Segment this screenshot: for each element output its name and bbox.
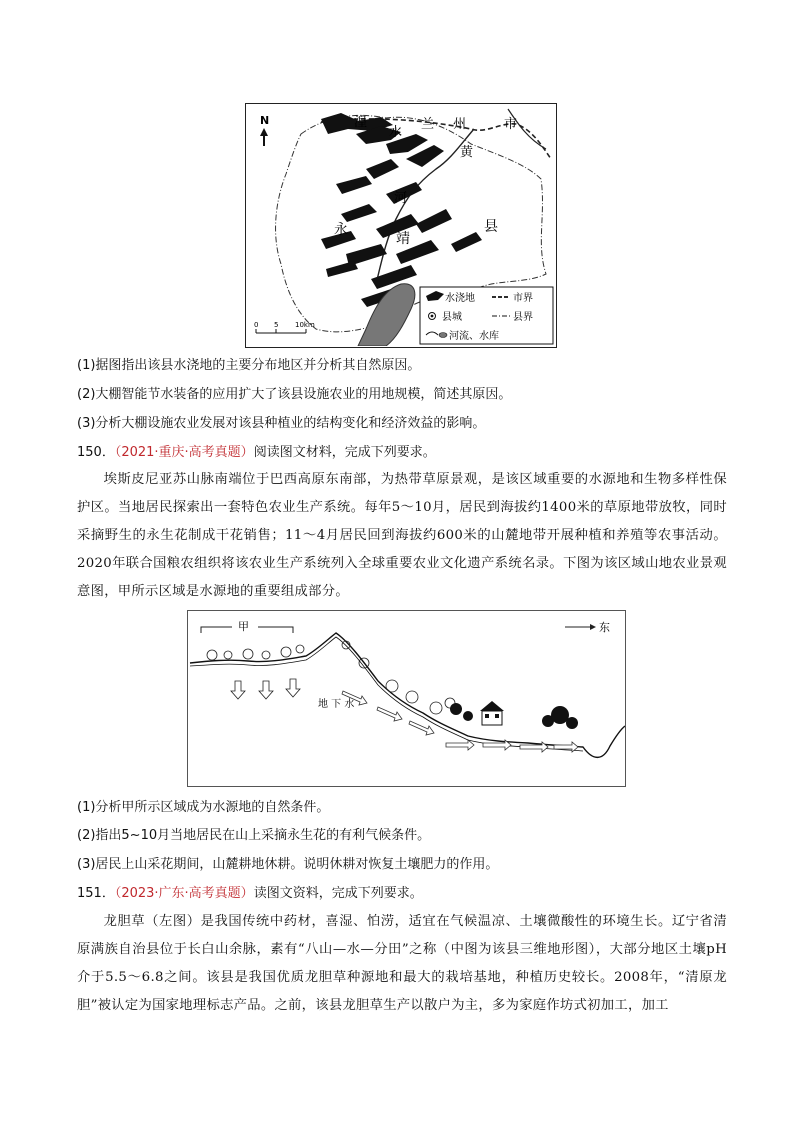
north-label: N	[260, 114, 270, 127]
question-intro: 阅读图文材料，完成下列要求。	[253, 445, 436, 460]
question-intro: 读图文资料，完成下列要求。	[253, 886, 423, 901]
east-label: 东	[599, 621, 610, 634]
svg-text:10km: 10km	[295, 321, 315, 329]
map-label-jing: 靖	[396, 231, 410, 247]
terrain-profile-line	[190, 633, 625, 757]
q150-item-2: (2)指出5~10月当地居民在山上采摘永生花的有利气候条件。	[77, 828, 431, 843]
county-map-figure	[245, 103, 557, 348]
map-label-shui: 水	[389, 125, 403, 140]
forest-trees	[450, 703, 578, 729]
map-label-yellow: 黄	[460, 145, 474, 160]
map-label-lan: 兰	[421, 117, 435, 132]
farmhouse-icon	[480, 701, 504, 725]
q150-material-paragraph: 埃斯皮尼亚苏山脉南端位于巴西高原东南部，为热带草原景观，是该区域重要的水源地和生物多样性保护区。当地居民探索出一套特色农业生产系统。每年5～10月，居民到海拔约1400米的草原地带放牧，同时采摘野生的永生花制成干花销售；11～4月居民回到海拔约600米的山麓地带开展种植和养殖等农事活动。2020年联合国粮农组织将该农业生产系统列入全球重要农业文化遗产系统名录。下图为该区域山地农业景观意图，甲所示区域是水源地的重要组成部分。	[77, 472, 727, 599]
terrain-ground-line	[190, 637, 583, 751]
question-source-tag: （2021·重庆·高考真题）	[114, 445, 254, 460]
groundwater-label: 地 下 水	[318, 699, 355, 710]
infiltration-arrows	[231, 679, 300, 699]
q149-item-3: (3)分析大棚设施农业发展对该县种植业的结构变化和经济效益的影响。	[77, 416, 486, 431]
q150-item-3: (3)居民上山采花期间，山麓耕地休耕。说明休耕对恢复土壤肥力的作用。	[77, 857, 499, 872]
q150-header	[77, 444, 727, 462]
north-arrow-icon	[260, 128, 268, 146]
svg-text:5: 5	[274, 321, 279, 329]
map-label-huang: 湟	[354, 115, 368, 130]
q150-item-1: (1)分析甲所示区域成为水源地的自然条件。	[77, 800, 330, 815]
question-number: 151．	[77, 886, 115, 901]
q149-item-2: (2)大棚智能节水装备的应用扩大了该县设施农业的用地规模，简述其原因。	[77, 387, 512, 402]
map-label-zhou: 州	[453, 117, 467, 132]
q151-material-paragraph: 龙胆草（左图）是我国传统中药材，喜湿、怕涝，适宜在气候温凉、土壤微酸性的环境生长。辽宁省清原满族自治县位于长白山余脉，素有“八山—水—分田”之称（中图为该县三维地形图），大部分地区土壤pH介于5.5～6.8之间。该县是我国优质龙胆草种源地和最大的栽培基地，种植历史较长。2008年，“清原龙胆”被认定为国家地理标志产品。之前，该县龙胆草生产以散户为主，多为家庭作坊式初加工，加工	[77, 914, 727, 1013]
svg-text:县城: 县城	[442, 312, 462, 323]
question-source-tag: （2023·广东·高考真题）	[114, 886, 254, 901]
map-label-yong: 永	[334, 222, 348, 238]
question-number: 150．	[77, 445, 115, 460]
svg-text:0: 0	[254, 321, 259, 329]
reservoir-shape	[358, 284, 415, 346]
map-label-he: 河	[394, 191, 408, 206]
jia-label: 甲	[238, 620, 249, 633]
svg-text:水浇地: 水浇地	[445, 293, 475, 304]
map-label-xian: 县	[484, 219, 498, 235]
svg-text:县界: 县界	[513, 312, 533, 323]
map-label-shi: 市	[504, 117, 518, 132]
q149-item-1: (1)据图指出该县水浇地的主要分布地区并分析其自然原因。	[77, 358, 421, 373]
scale-bar	[254, 321, 315, 333]
svg-text:市界: 市界	[513, 293, 533, 304]
q151-header	[77, 885, 727, 903]
map-legend	[420, 287, 553, 344]
svg-text:河流、水库: 河流、水库	[449, 331, 499, 342]
mountain-agriculture-profile-figure	[187, 610, 626, 787]
